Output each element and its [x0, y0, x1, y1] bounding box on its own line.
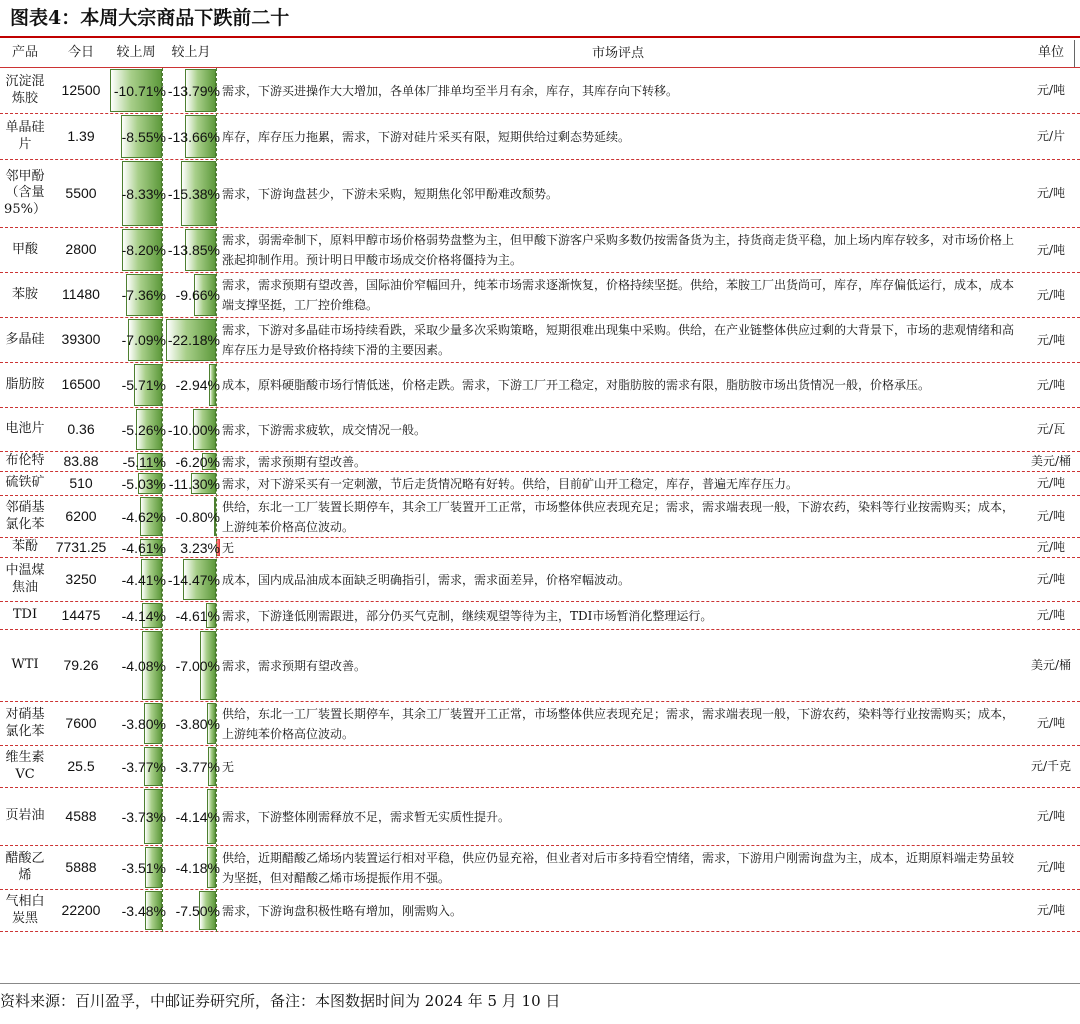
market-comment: 需求，需求预期有望改善。: [222, 658, 367, 673]
unit: 元/吨: [1036, 377, 1066, 392]
today-price: 14475: [61, 606, 101, 623]
month-change-cell: [166, 747, 220, 786]
today-price: 6200: [65, 507, 97, 524]
week-change-value: -3.51%: [121, 859, 166, 876]
month-change-value: -3.80%: [175, 715, 220, 732]
header-month: 较上月: [171, 45, 211, 61]
week-change-cell: [110, 409, 166, 450]
product-name: 甲酸: [11, 241, 38, 257]
header-today: 今日: [67, 45, 94, 61]
market-comment: 无: [222, 759, 235, 774]
today-price: 5500: [65, 184, 97, 201]
month-change-cell: [166, 364, 220, 406]
week-change-cell: [110, 229, 166, 271]
week-change-cell: [110, 274, 166, 316]
today-price: 7731.25: [55, 538, 107, 555]
unit: 元/吨: [1036, 809, 1066, 823]
week-change-cell: [110, 603, 166, 628]
table-header: [0, 40, 1080, 68]
unit: 元/吨: [1036, 860, 1066, 874]
today-price: 510: [69, 474, 93, 491]
header-comment: 市场评点: [591, 45, 644, 61]
title-rule: [0, 36, 1080, 38]
week-change-cell: [110, 497, 166, 536]
market-comment: 需求，下游询盘积极性略有增加，刚需购入。: [222, 903, 463, 918]
week-change-value: -4.08%: [121, 657, 166, 674]
today-price: 2800: [65, 241, 97, 258]
week-change-cell: [110, 161, 166, 226]
today-price: 11480: [62, 286, 100, 303]
week-change-cell: [110, 847, 166, 888]
week-change-value: -5.26%: [121, 421, 166, 438]
week-change-cell: [110, 69, 166, 112]
today-price: 39300: [61, 331, 101, 348]
month-change-value: -7.50%: [175, 902, 220, 919]
month-change-value: -0.80%: [175, 508, 220, 525]
week-change-value: -7.09%: [121, 332, 166, 348]
week-change-cell: [110, 364, 166, 406]
product-name: 布伦特: [5, 453, 45, 469]
week-change-value: -3.77%: [121, 758, 166, 775]
product-name: 邻硝基氯化苯: [5, 500, 45, 532]
unit: 元/吨: [1036, 716, 1066, 730]
unit: 美元/桶: [1030, 454, 1072, 468]
month-change-value: -13.66%: [167, 128, 220, 145]
week-change-cell: [110, 559, 166, 600]
month-change-cell: [166, 161, 220, 226]
month-change-cell: [166, 539, 220, 556]
week-change-value: -4.61%: [121, 539, 166, 556]
month-change-cell: [166, 847, 220, 888]
today-price: 7600: [65, 714, 97, 731]
product-name: 邻甲酚（含量95%）: [4, 169, 46, 217]
today-price: 16500: [61, 376, 101, 393]
month-change-cell: [166, 409, 220, 450]
unit: 元/瓦: [1036, 422, 1066, 436]
product-name: WTI: [11, 657, 39, 673]
week-change-cell: [110, 319, 166, 361]
product-name: 硫铁矿: [5, 475, 45, 491]
week-change-value: -4.62%: [121, 508, 166, 525]
today-price: 0.36: [67, 420, 95, 437]
week-change-cell: [110, 789, 166, 844]
month-change-value: -4.14%: [175, 808, 220, 825]
week-change-cell: [110, 539, 166, 556]
week-change-value: -4.41%: [121, 571, 166, 588]
week-change-value: -5.11%: [122, 453, 166, 470]
week-change-value: -3.80%: [121, 715, 166, 732]
product-name: 单晶硅片: [5, 120, 45, 152]
unit: 元/吨: [1036, 332, 1066, 347]
month-change-cell: [166, 115, 220, 158]
week-zero-line: [162, 68, 163, 932]
month-change-cell: [166, 603, 220, 628]
product-name: 脂肪胺: [5, 376, 45, 392]
month-change-value: -9.66%: [175, 287, 220, 303]
market-comment: 供给，东北一工厂装置长期停车，其余工厂装置开工正常，市场整体供应表现充足；需求，需求端表现一般，下游农药，染料等行业按需购买；成本，上游纯苯价格高位波动。: [222, 499, 1015, 534]
market-comment: 成本，原料硬脂酸市场行情低迷，价格走跌。需求，下游工厂开工稳定，对脂肪胺的需求有限，脂肪胺市场出货情况一般，价格承压。: [222, 378, 931, 392]
header-week: 较上周: [116, 45, 156, 61]
month-change-cell: [166, 703, 220, 744]
unit: 元/吨: [1036, 608, 1066, 622]
market-comment: 需求，下游需求疲软，成交情况一般。: [222, 422, 427, 437]
product-name: TDI: [12, 607, 38, 623]
month-change-value: 3.23%: [180, 539, 220, 556]
month-change-cell: [166, 453, 220, 470]
product-name: 中温煤焦油: [5, 563, 45, 595]
market-comment: 需求，下游对多晶硅市场持续看跌，采取少量多次采购策略，短期很难出现集中采购。供给，在产业链整体供应过剩的大背景下，市场的悲观情绪和高库存压力是导致价格持续下滑的主要因素。: [222, 323, 1015, 357]
week-change-cell: [110, 473, 166, 494]
unit: 元/吨: [1036, 83, 1066, 97]
unit: 元/吨: [1036, 186, 1066, 200]
week-change-cell: [110, 453, 166, 470]
month-change-value: -13.85%: [167, 242, 220, 258]
product-name: 苯胺: [11, 286, 38, 302]
month-zero-line: [216, 68, 217, 932]
month-change-value: -6.20%: [175, 453, 220, 470]
product-name: 页岩油: [5, 808, 45, 824]
week-change-value: -3.73%: [121, 808, 166, 825]
month-change-cell: [166, 559, 220, 600]
today-price: 25.5: [67, 757, 95, 774]
week-change-value: -10.71%: [113, 82, 166, 99]
week-change-cell: [110, 703, 166, 744]
month-change-value: -15.38%: [167, 185, 220, 202]
unit: 元/千克: [1030, 759, 1072, 773]
today-price: 4588: [65, 807, 97, 824]
unit: 元/片: [1036, 129, 1066, 143]
today-price: 1.39: [67, 127, 95, 144]
week-change-cell: [110, 631, 166, 700]
page-title: 图表4：本周大宗商品下跌前二十: [10, 7, 290, 29]
today-price: 79.26: [63, 656, 99, 673]
today-price: 83.88: [63, 452, 99, 469]
market-comment: 库存，库存压力拖累，需求，下游对硅片采买有限，短期供给过剩态势延续。: [222, 129, 631, 144]
market-comment: 需求，需求预期有望改善，国际油价窄幅回升，纯苯市场需求逐渐恢复，价格持续坚挺。供给，苯胺工厂出货尚可，库存，库存偏低运行，成本，成本端支撑坚挺，工厂控价维稳。: [222, 278, 1015, 312]
month-change-value: -2.94%: [175, 377, 220, 393]
product-name: 多晶硅: [5, 331, 45, 347]
market-comment: 成本，国内成品油成本面缺乏明确指引，需求，需求面差异，价格窄幅波动。: [222, 572, 631, 587]
week-change-value: -5.71%: [121, 377, 166, 393]
month-change-cell: [166, 69, 220, 112]
week-change-value: -3.48%: [121, 902, 166, 919]
product-name: 维生素VC: [5, 750, 45, 782]
market-comment: 需求，下游逢低刚需跟进，部分仍买气克制，继续观望等待为主，TDI市场暂消化整理运行。: [222, 608, 713, 623]
month-change-cell: [166, 473, 220, 494]
today-price: 12500: [61, 81, 101, 98]
header-unit: 单位: [1037, 45, 1064, 61]
month-change-value: -11.30%: [168, 475, 220, 492]
product-name: 对硝基氯化苯: [5, 707, 45, 739]
month-change-cell: [166, 274, 220, 316]
month-change-cell: [166, 789, 220, 844]
month-change-cell: [166, 319, 220, 361]
month-change-value: -14.47%: [167, 571, 220, 588]
product-name: 沉淀混炼胶: [5, 74, 45, 106]
week-change-value: -4.14%: [121, 607, 166, 624]
unit: 元/吨: [1036, 540, 1066, 554]
month-change-cell: [166, 891, 220, 930]
market-comment: 供给，东北一工厂装置长期停车，其余工厂装置开工正常，市场整体供应表现充足；需求，需求端表现一般，下游农药，染料等行业按需购买；成本，上游纯苯价格高位波动。: [222, 706, 1015, 741]
unit: 美元/桶: [1030, 658, 1072, 672]
week-change-value: -8.55%: [121, 128, 166, 145]
market-comment: 需求，下游询盘甚少，下游未采购，短期焦化邻甲酚难改颓势。: [222, 186, 559, 201]
week-change-value: -7.36%: [121, 287, 166, 303]
month-change-value: -13.79%: [167, 82, 220, 99]
product-name: 气相白炭黑: [5, 894, 45, 926]
week-change-cell: [110, 115, 166, 158]
product-name: 苯酚: [11, 539, 38, 555]
month-change-cell: [166, 631, 220, 700]
market-comment: 无: [222, 540, 235, 555]
market-comment: 需求，需求预期有望改善。: [222, 454, 367, 469]
month-change-cell: [166, 229, 220, 271]
unit: 元/吨: [1036, 509, 1066, 523]
today-price: 5888: [65, 858, 97, 875]
unit: 元/吨: [1036, 242, 1066, 257]
market-comment: 需求，对下游采买有一定刺激，节后走货情况略有好转。供给，目前矿山开工稳定，库存，普遍无库存压力。: [222, 476, 799, 491]
month-change-cell: [166, 497, 220, 536]
week-change-value: -8.33%: [121, 185, 166, 202]
month-change-value: -3.77%: [175, 758, 220, 775]
unit: 元/吨: [1036, 572, 1066, 586]
market-comment: 需求，弱需牵制下，原料甲醇市场价格弱势盘整为主，但甲酸下游客户采购多数仍按需备货为主，持货商走货平稳，加上场内库存较多，对市场价格上涨起抑制作用。预计明日甲酸市场成交价格将僵持为主。: [222, 233, 1015, 267]
week-change-value: -8.20%: [121, 242, 166, 258]
product-name: 醋酸乙烯: [5, 851, 45, 883]
bottom-rule: [0, 983, 1080, 984]
month-change-value: -22.18%: [167, 332, 220, 348]
unit: 元/吨: [1036, 903, 1066, 917]
source-note: 资料来源：百川盈孚，中邮证券研究所，备注：本图数据时间为 2024 年 5 月 10 日: [0, 992, 561, 1010]
week-change-cell: [110, 891, 166, 930]
product-name: 电池片: [5, 421, 45, 437]
week-change-cell: [110, 747, 166, 786]
month-change-value: -7.00%: [175, 657, 220, 674]
market-comment: 需求，下游整体刚需释放不足，需求暂无实质性提升。: [222, 809, 511, 824]
market-comment: 需求，下游买进操作大大增加，各单体厂排单均至半月有余，库存，其库存向下转移。: [222, 83, 679, 98]
market-comment: 供给，近期醋酸乙烯场内装置运行相对平稳，供应仍显充裕，但业者对后市多持看空情绪，需求，下游用户刚需询盘为主，成本，近期原料端走势虽较为坚挺，但对醋酸乙烯市场提振作用不强。: [222, 850, 1015, 885]
month-change-value: -4.18%: [175, 859, 220, 876]
month-change-value: -10.00%: [167, 421, 220, 438]
month-change-value: -4.61%: [175, 607, 220, 624]
today-price: 22200: [61, 901, 101, 918]
header-name: 产品: [11, 45, 38, 61]
unit: 元/吨: [1036, 287, 1066, 302]
week-change-value: -5.03%: [121, 475, 166, 492]
today-price: 3250: [65, 570, 97, 587]
unit: 元/吨: [1036, 476, 1066, 490]
